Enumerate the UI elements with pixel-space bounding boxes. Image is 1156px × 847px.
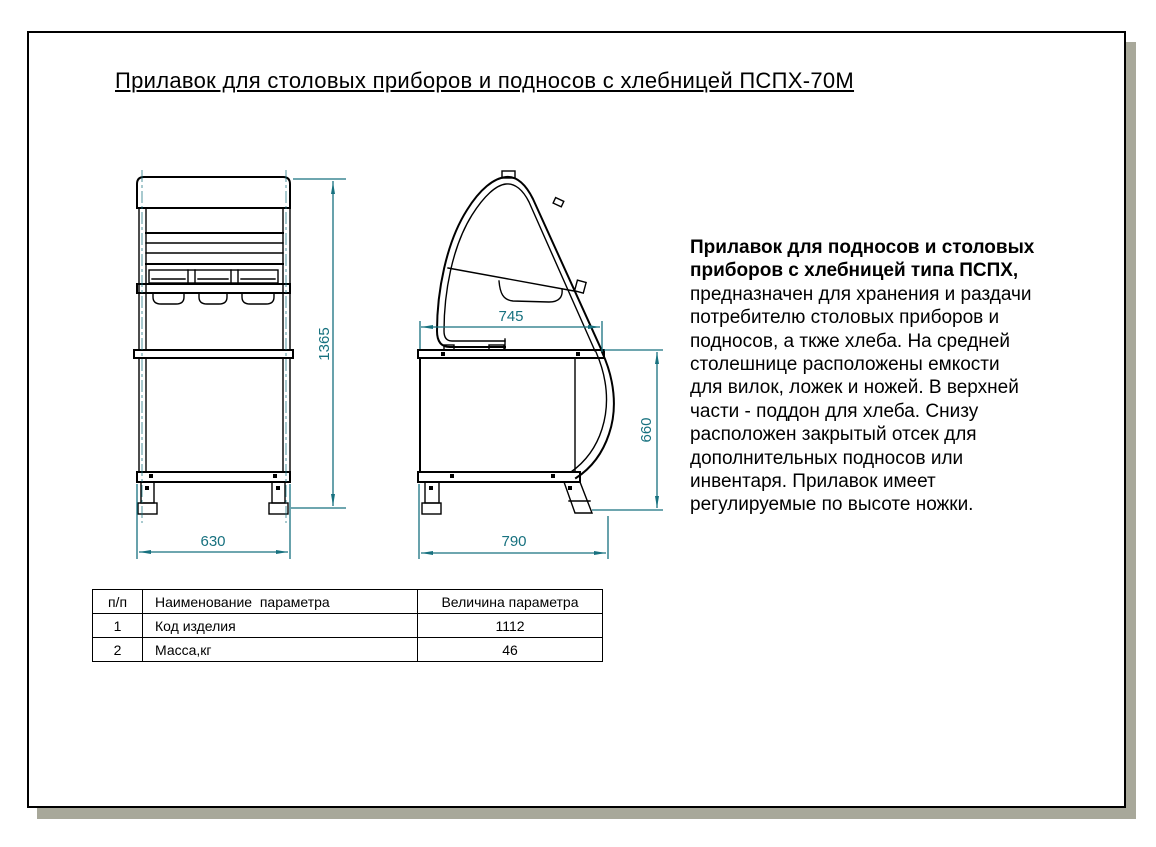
cutlery-bins-frame bbox=[149, 270, 278, 283]
side-view-drawing bbox=[418, 171, 614, 514]
dimension-label-front-height: 1365 bbox=[316, 327, 333, 361]
arch-side-tick bbox=[553, 198, 564, 207]
description-line: приборов с хлебницей типа ПСПХ, bbox=[690, 260, 1019, 282]
description-line: части - поддон для хлеба. Снизу bbox=[690, 400, 979, 422]
front-bottom-band bbox=[137, 472, 290, 482]
table-header-cell: Наименование параметра bbox=[143, 590, 418, 614]
dimension-arrowheads bbox=[139, 182, 659, 555]
bin-bottom-middle bbox=[199, 293, 227, 304]
table-cell: 46 bbox=[418, 638, 603, 662]
bin-bottom-right bbox=[242, 293, 274, 304]
dimension-label-front-width: 630 bbox=[200, 533, 226, 550]
bread-tray bbox=[499, 281, 562, 302]
bread-shelf-incline bbox=[448, 268, 574, 291]
parameters-table-head bbox=[93, 590, 603, 614]
front-shelf-rail bbox=[146, 243, 283, 253]
rear-curved-panel-outer bbox=[576, 352, 614, 478]
table-cell: 1 bbox=[93, 614, 143, 638]
front-left-leg bbox=[141, 482, 154, 503]
table-cell: Масса,кг bbox=[143, 638, 418, 662]
parameters-table bbox=[92, 589, 603, 662]
description-line: для вилок, ложек и ножей. В верхней bbox=[690, 377, 1019, 399]
description-line: расположен закрытый отсек для bbox=[690, 424, 977, 446]
description-line: предназначен для хранения и раздачи bbox=[690, 283, 1032, 305]
dimension-label-side-depth: 790 bbox=[501, 533, 527, 550]
arch-clip bbox=[575, 280, 587, 293]
cutlery-bin-dividers bbox=[188, 270, 238, 283]
front-mid-counter bbox=[137, 284, 290, 293]
table-cell: 1112 bbox=[418, 614, 603, 638]
dimension-label-side-top-width: 745 bbox=[498, 308, 524, 325]
table-row bbox=[93, 614, 603, 638]
side-bottom-band bbox=[418, 472, 580, 482]
dimension-label-side-height: 660 bbox=[638, 417, 655, 443]
front-lower-counter bbox=[134, 350, 293, 358]
table-header-row bbox=[93, 590, 603, 614]
description-line: столешнице расположены емкости bbox=[690, 354, 1000, 376]
description-line: подносов, а ткже хлеба. На средней bbox=[690, 330, 1010, 352]
table-cell: Код изделия bbox=[143, 614, 418, 638]
front-right-foot bbox=[269, 503, 288, 514]
table-header-cell: п/п bbox=[93, 590, 143, 614]
front-canopy bbox=[137, 177, 290, 208]
front-left-foot bbox=[138, 503, 157, 514]
description-line: регулируемые по высоте ножки. bbox=[690, 494, 974, 516]
table-row bbox=[93, 638, 603, 662]
side-front-leg bbox=[425, 482, 439, 503]
table-cell: 2 bbox=[93, 638, 143, 662]
side-front-foot bbox=[422, 503, 441, 514]
description-text bbox=[690, 236, 1034, 517]
bin-bottom-left bbox=[153, 293, 184, 304]
front-view-drawing bbox=[134, 177, 293, 514]
parameters-table-body bbox=[93, 614, 603, 662]
description-line: инвентаря. Прилавок имеет bbox=[690, 471, 936, 493]
front-right-leg bbox=[272, 482, 285, 503]
description-line: потребителю столовых приборов и bbox=[690, 307, 1000, 329]
document-title: Прилавок для столовых приборов и подносов с хлебницей ПСПХ-70М bbox=[115, 68, 855, 93]
rear-curved-panel-inner bbox=[571, 352, 607, 472]
front-cabinet-sides bbox=[139, 358, 290, 472]
description-line: дополнительных подносов или bbox=[690, 447, 964, 469]
table-header-cell: Величина параметра bbox=[418, 590, 603, 614]
description-line: Прилавок для подносов и столовых bbox=[690, 237, 1035, 258]
